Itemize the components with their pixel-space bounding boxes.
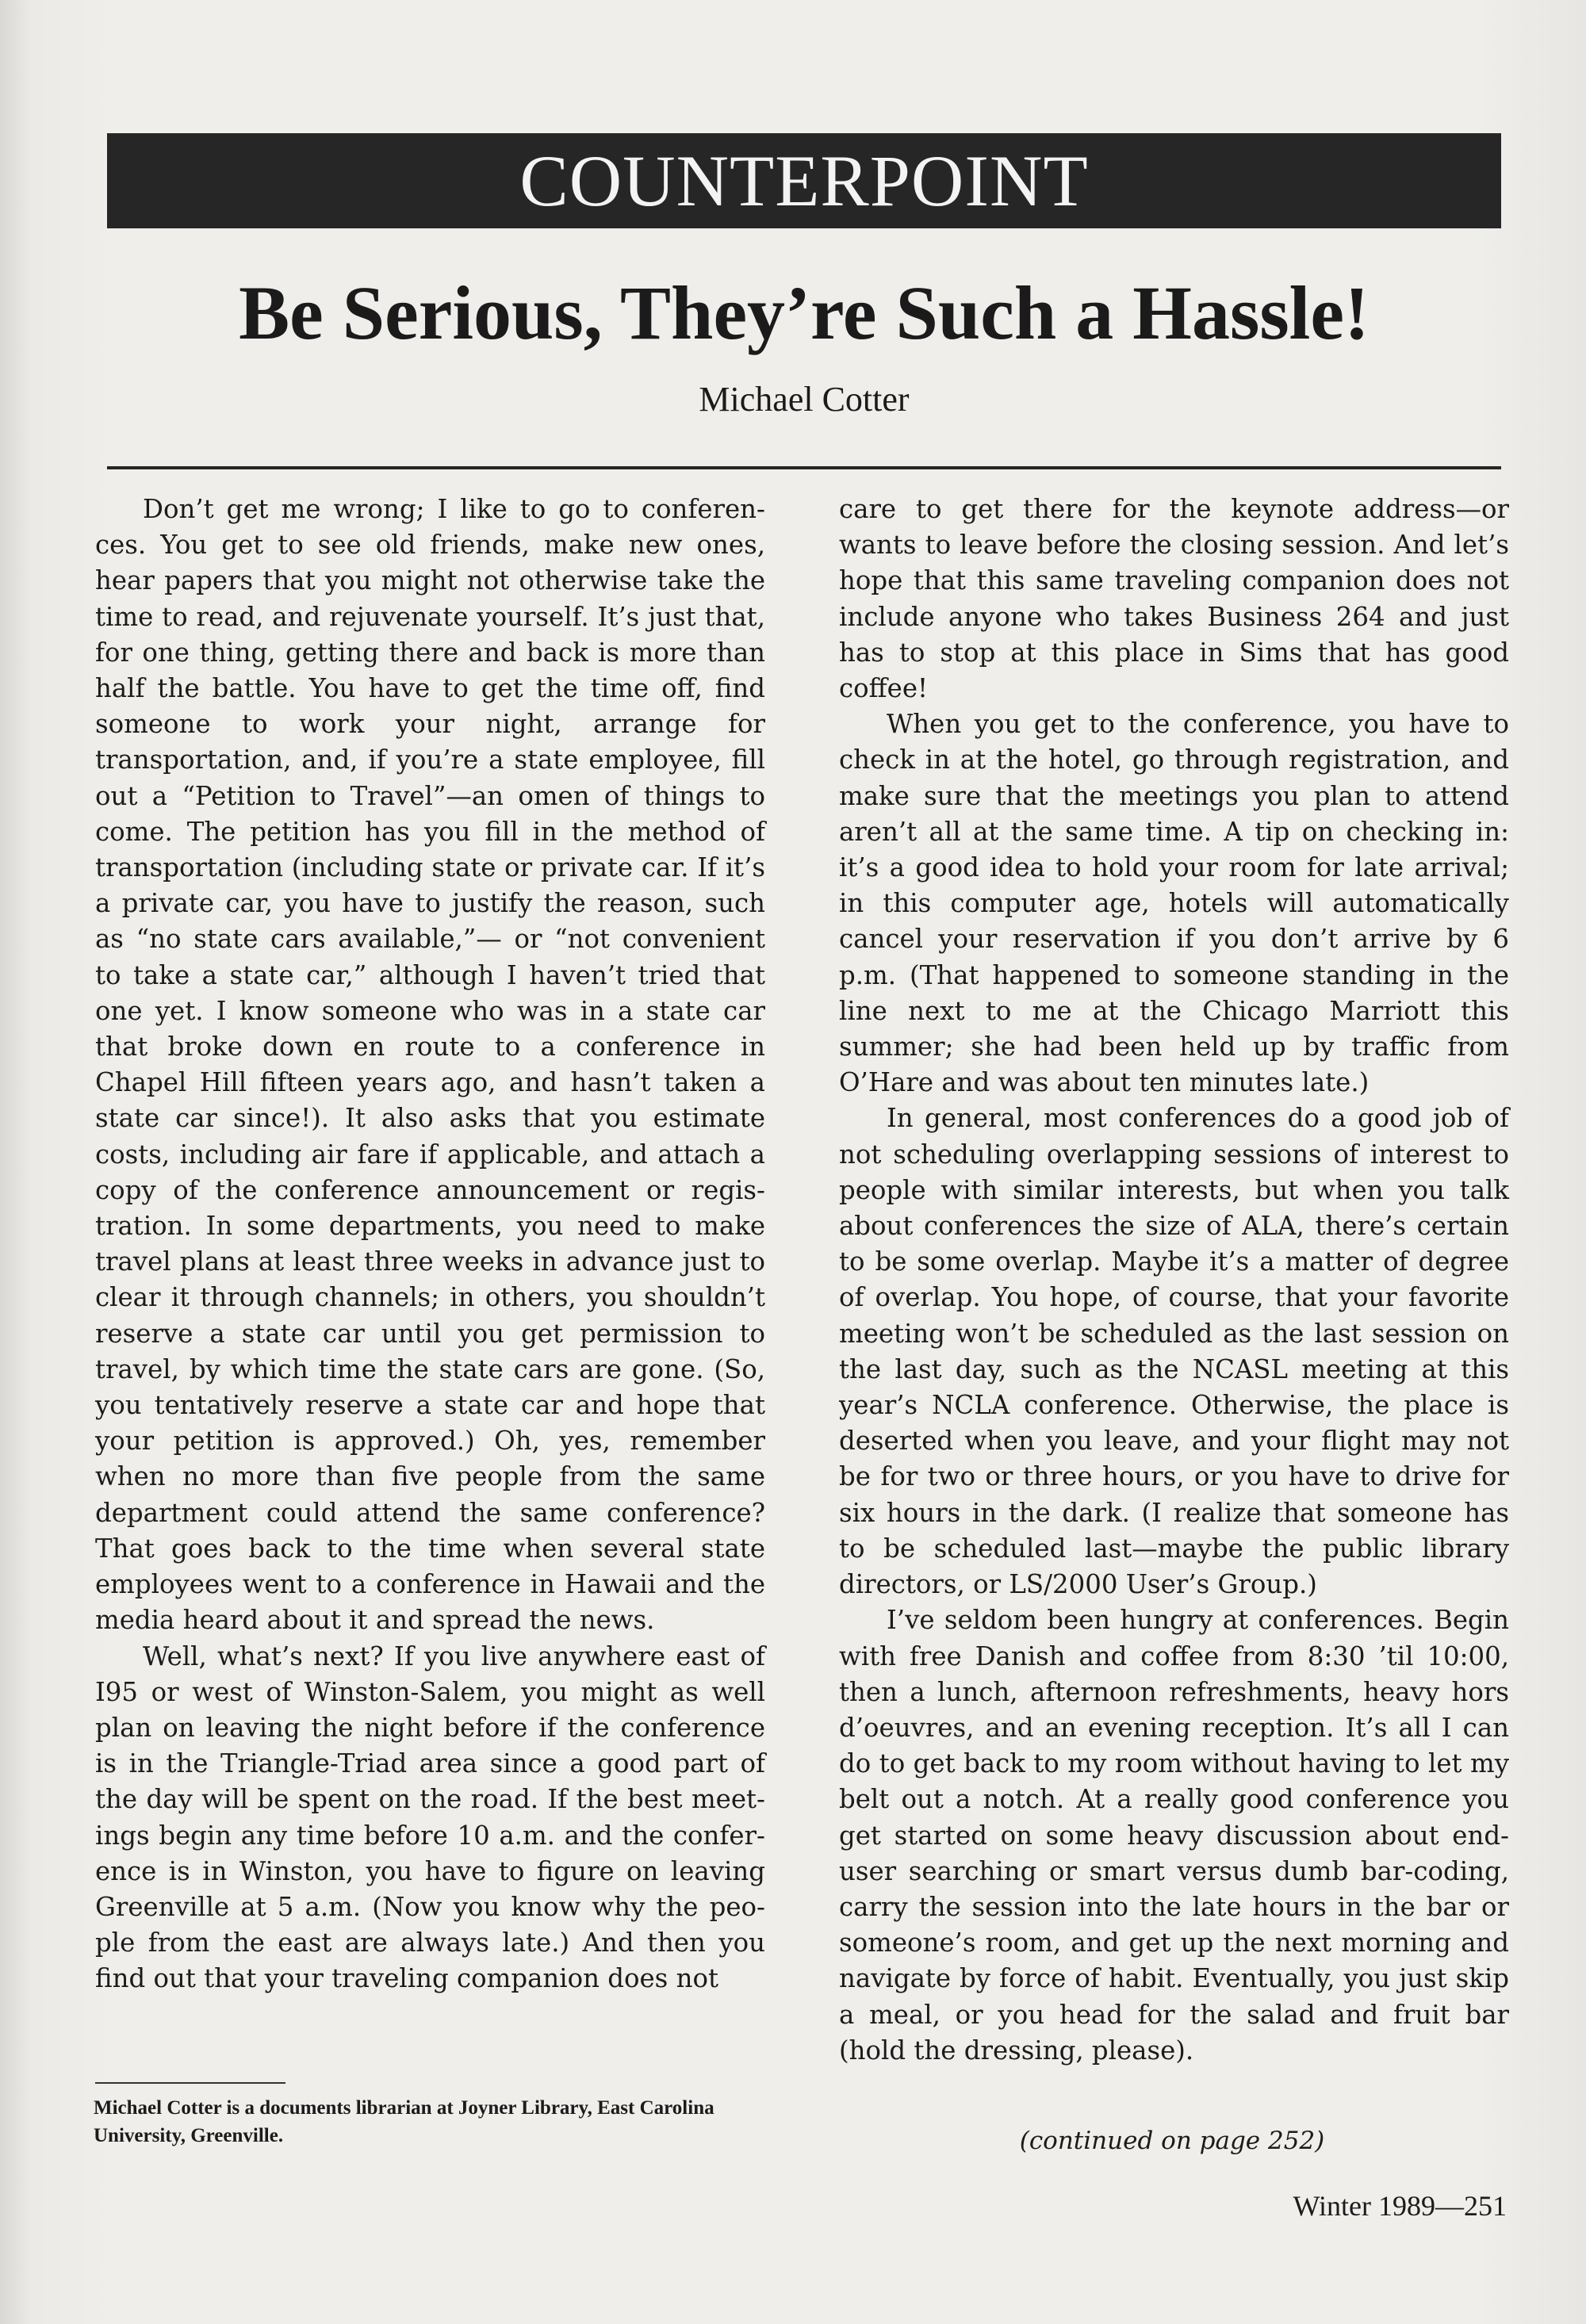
article-title: Be Serious, They’re Such a Hassle! [239,270,1370,355]
paragraph: In general, most conferences do a good job of not scheduling overlapping sessions of interest to people with similar interests, but when you talk about conferences the size of ALA, there’s certain to be some overlap. Maybe it’s a matter of degree of overlap. You hope, of course, that your favorite meeting won’t be scheduled as the last session on the last day, such as the NCASL meeting at this year’s NCLA conference. Otherwise, the place is deserted when you leave, and your flight may not be for two or three hours, or you have to drive for six hours in the dark. (I realize that someone has to be scheduled last—maybe the public library directors, or LS/2000 User’s Group.) [839,1103,1509,1600]
right-column [839,492,1509,2069]
title-rule [107,466,1501,469]
paragraph: Don’t get me wrong; I like to go to conferences. You get to see old friends, make new ones, hear papers that you might not otherwise take the time to read, and rejuvenate yourself. It’s just that, for one thing, getting there and back is more than half the battle. You have to get the time off, find someone to work your night, arrange for transportation, and, if you’re a state employee, fill out a “Petition to Travel”—an omen of things to come. The petition has you fill in the method of transportation (including state or private car. If it’s a private car, you have to justify the reason, such as “no state cars available,”— or “not convenient to take a state car,” although I haven’t tried that one yet. I know someone who was in a state car that broke down en route to a conference in Chapel Hill fifteen years ago, and hasn’t taken a state car since!). It also asks that you estimate costs, including air fare if applicable, and attach a copy of the conference announcement or registration. In some departments, you need to make travel plans at least three weeks in advance just to clear it through channels; in others, you shouldn’t reserve a state car until you get permission to travel, by which time the state cars are gone. (So, you tentatively reserve a state car and hope that your petition is approved.) Oh, yes, remember when no more than five people from the same department could attend the same conference? That goes back to the time when several state employees went to a conference in Hawaii and the media heard about it and spread the news. [95,494,765,1636]
left-column [95,492,765,1997]
author-footnote: Michael Cotter is a documents librarian at Joyner Library, East Carolina University, Greenville. [94,2097,714,2146]
paragraph: I’ve seldom been hungry at conferences. Begin with free Danish and coffee from 8:30 ’til 10:00, then a lunch, afternoon refreshments, heavy hors d’oeuvres, and an evening reception. It’s all I can do to get back to my room without having to let my belt out a notch. At a really good conference you get started on some heavy discussion about end-user searching or smart versus dumb bar-coding, carry the session into the late hours in the bar or someone’s room, and get up the next morning and navigate by force of habit. Eventually, you just skip a meal, or you head for the salad and fruit bar (hold the dressing, please). [839,1605,1509,2066]
article-author: Michael Cotter [699,380,910,419]
continued-note: (continued on page 252) [1019,2127,1325,2155]
department-banner: COUNTERPOINT [107,133,1501,228]
page-folio: Winter 1989—251 [1293,2190,1507,2222]
paragraph: When you get to the conference, you have to check in at the hotel, go through registration, and make sure that the meetings you plan to attend aren’t all at the same time. A tip on checking in: it’s a good idea to hold your room for late arrival; in this computer age, hotels will automatically cancel your reservation if you don’t arrive by 6 p.m. (That happened to someone standing in the line next to me at the Chicago Marriott this summer; she had been held up by traffic from O’Hare and was about ten minutes late.) [839,709,1509,1098]
paragraph: care to get there for the keynote address—or wants to leave before the closing session. And let’s hope that this same traveling companion does not include anyone who takes Business 264 and just has to stop at this place in Sims that has good coffee! [839,494,1509,704]
paragraph: Well, what’s next? If you live anywhere east of I95 or west of Winston-Salem, you might as well plan on leaving the night before if the conference is in the Triangle-Triad area since a good part of the day will be spent on the road. If the best meetings begin any time before 10 a.m. and the conference is in Winston, you have to figure on leaving Greenville at 5 a.m. (Now you know why the people from the east are always late.) And then you find out that your traveling companion does not [95,1641,765,1994]
footnote-rule [95,2082,285,2084]
